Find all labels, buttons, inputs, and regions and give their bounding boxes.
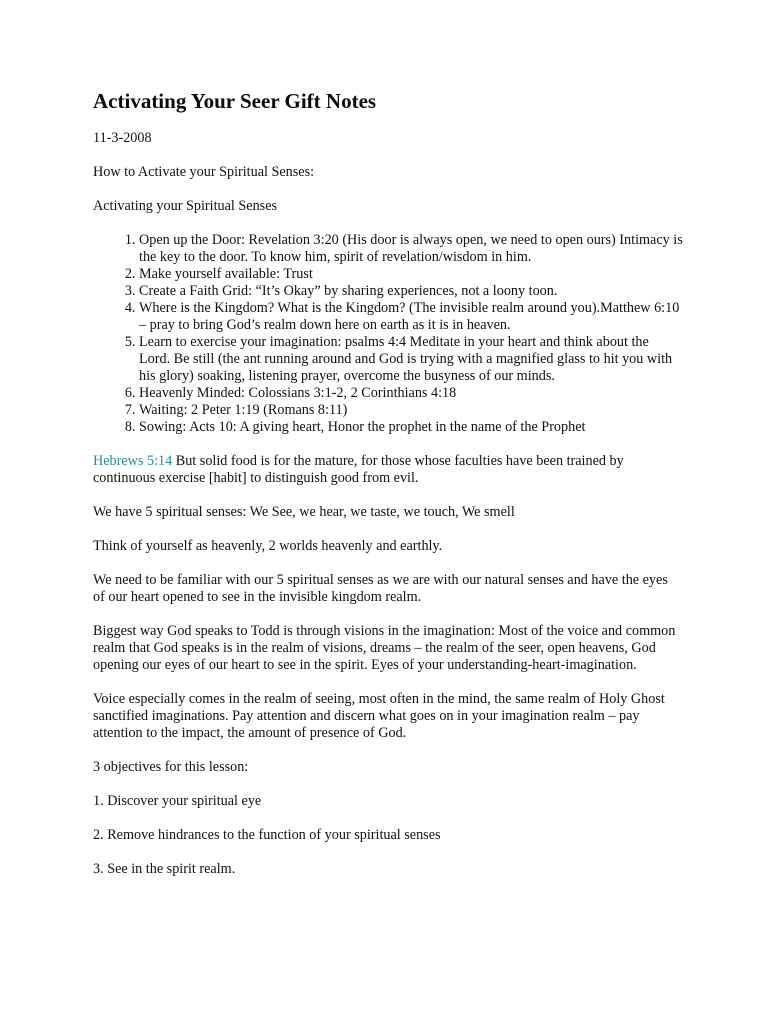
document-date: 11-3-2008: [93, 130, 152, 146]
paragraph: Biggest way God speaks to Todd is through visions in the imagination: Most of the voice and common realm that God speaks is in the realm of visions, dreams – the realm of the seer, open heavens, God opening our eyes of our heart to see in the spirit. Eyes of your understanding-heart-imagination.: [93, 623, 676, 673]
intro-text: How to Activate your Spiritual Senses:: [93, 164, 315, 180]
list-item: 3. Create a Faith Grid: “It’s Okay” by sharing experiences, not a loony toon.: [139, 283, 683, 300]
section-subheading: Activating your Spiritual Senses: [93, 198, 278, 214]
list-item: 1. Open up the Door: Revelation 3:20 (His door is always open, we need to open ours) Intimacy is the key to the door. To know him, spirit of revelation/wisdom in him.: [139, 232, 683, 266]
hebrews-paragraph: [93, 453, 683, 487]
list-item: 2. Make yourself available: Trust: [139, 266, 683, 283]
list-item: 6. Heavenly Minded: Colossians 3:1-2, 2 Corinthians 4:18: [139, 385, 683, 402]
objective-item: 3. See in the spirit realm.: [93, 861, 236, 877]
paragraph: We have 5 spiritual senses: We See, we hear, we taste, we touch, We smell: [93, 504, 515, 520]
paragraph: 3 objectives for this lesson:: [93, 759, 249, 775]
hebrews-text: But solid food is for the mature, for those whose faculties have been trained by continuous exercise [habit] to distinguish good from evil.: [93, 453, 624, 486]
list-item: 7. Waiting: 2 Peter 1:19 (Romans 8:11): [139, 402, 683, 419]
objective-item: 1. Discover your spiritual eye: [93, 793, 262, 809]
objective-item: 2. Remove hindrances to the function of your spiritual senses: [93, 827, 441, 843]
list-item: 5. Learn to exercise your imagination: psalms 4:4 Meditate in your heart and think about the Lord. Be still (the ant running around and God is trying with a magnified glass to hit you with his glory) soaking, listening prayer, overcome the busyness of our minds.: [139, 334, 683, 385]
list-item: 4. Where is the Kingdom? What is the Kingdom? (The invisible realm around you).Matthew 6:10 – pray to bring God’s realm down here on earth as it is in heaven.: [139, 300, 683, 334]
scripture-link[interactable]: Hebrews 5:14: [93, 453, 173, 469]
paragraph: Voice especially comes in the realm of seeing, most often in the mind, the same realm of Holy Ghost sanctified imaginations. Pay attention and discern what goes on in your imagination realm – pay attention to the impact, the amount of presence of God.: [93, 691, 665, 741]
list-item: 8. Sowing: Acts 10: A giving heart, Honor the prophet in the name of the Prophet: [139, 419, 683, 436]
paragraph: We need to be familiar with our 5 spiritual senses as we are with our natural senses and have the eyes of our heart opened to see in the invisible kingdom realm.: [93, 572, 668, 605]
page-title: Activating Your Seer Gift Notes: [93, 89, 377, 113]
paragraph: Think of yourself as heavenly, 2 worlds heavenly and earthly.: [93, 538, 443, 554]
document-page: [93, 88, 683, 895]
steps-list: [93, 232, 683, 436]
